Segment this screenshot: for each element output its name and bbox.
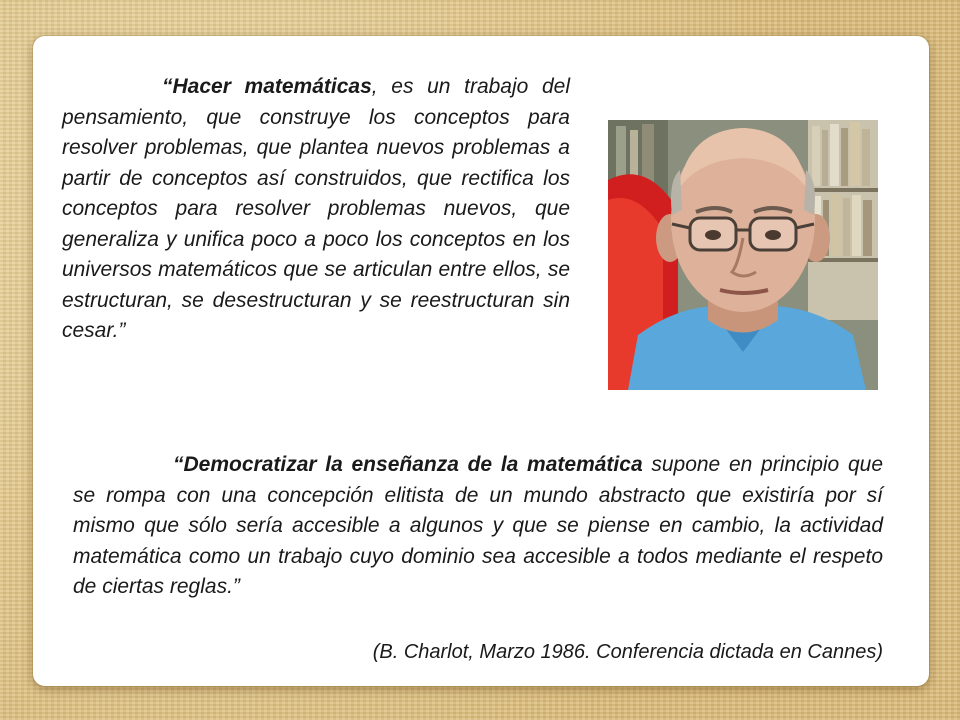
quote-2-emphasis: [173, 453, 643, 476]
portrait-illustration: [608, 120, 878, 390]
quote-hacer-matematicas: [62, 72, 570, 347]
quote-1-emphasis: [162, 75, 372, 98]
quote-2-open-mark: “: [173, 453, 184, 476]
quote-democratizar: [73, 450, 883, 603]
quote-2-bold-phrase: Democratizar la enseñanza de la matemática: [183, 453, 643, 476]
quote-1-body: , es un trabajo del pensamiento, que construye los conceptos para resolver problemas, que plantea nuevos problemas a partir de conceptos así construidos, que rectifica los conceptos para resolver problemas nuevos, que generaliza y unifica poco a poco los conceptos en los universos matemáticos que se articulan entre ellos, se estructuran, se desestructuran y se reestructuran sin cesar.”: [62, 75, 571, 342]
citation: (B. Charlot, Marzo 1986. Conferencia dictada en Cannes): [372, 641, 883, 663]
quote-2-body: supone en principio que se rompa con una concepción elitista de un mundo abstracto que existiría por sí mismo que sólo sería accesible a algunos y que se piense en cambio, la actividad matemática como un trabajo cuyo dominio sea accesible a todos mediante el respeto de ciertas reglas.”: [73, 453, 883, 598]
author-photo: [608, 120, 878, 390]
quote-1-bold-phrase: Hacer matemáticas: [172, 75, 372, 98]
quote-1-open-mark: “: [162, 75, 173, 98]
